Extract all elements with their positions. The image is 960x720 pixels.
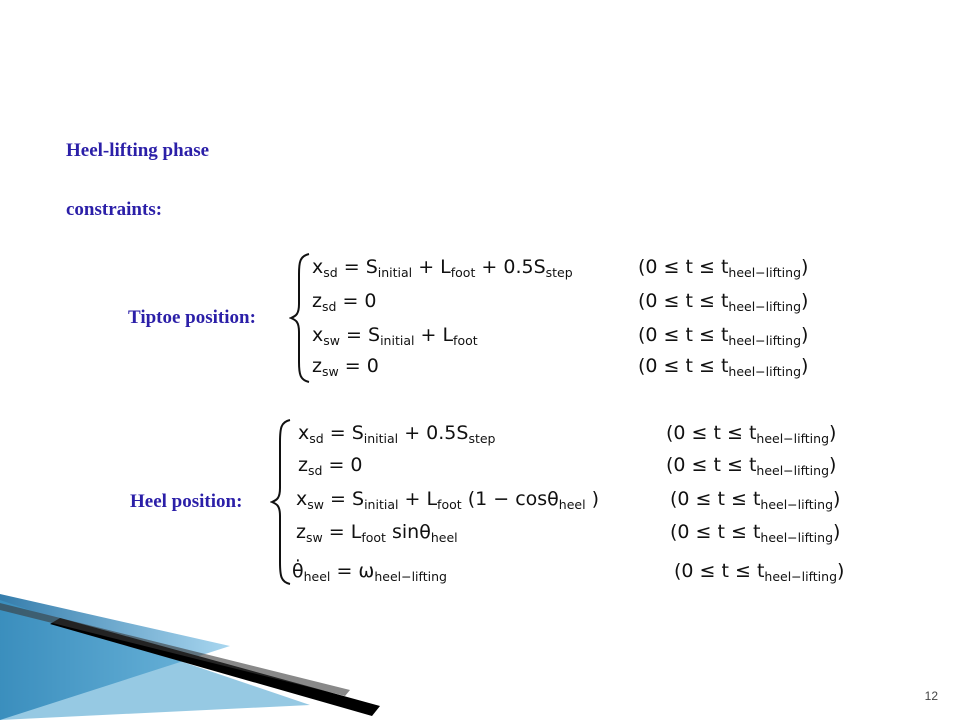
- heel-condition-2: $(0 \le t \le t_{heel-lifting})$: [666, 454, 837, 478]
- heel-equation-4: $z_{sw} = L_{foot}$ sinθ$_{heel}$: [296, 521, 458, 545]
- heel-equation-2: $z_{sd} = 0$: [298, 454, 363, 478]
- page-number: 12: [924, 689, 938, 703]
- slide-subtitle: constraints:: [66, 199, 163, 220]
- heel-condition-4: $(0 \le t \le t_{heel-lifting})$: [670, 521, 841, 545]
- tiptoe-equation-3: $x_{sw} = S_{initial} + L_{foot}$: [312, 324, 478, 348]
- heel-brace: [270, 418, 292, 586]
- heel-condition-3: $(0 \le t \le t_{heel-lifting})$: [670, 488, 841, 512]
- tiptoe-condition-1: $(0 \le t \le t_{heel-lifting})$: [638, 256, 809, 280]
- tiptoe-equation-4: $z_{sw} = 0$: [312, 355, 379, 379]
- tiptoe-condition-2: $(0 \le t \le t_{heel-lifting})$: [638, 290, 809, 314]
- heel-label: Heel position:: [130, 491, 243, 512]
- heel-equation-3: $x_{sw} = S_{initial} + L_{foot}$ (1 − cosθ$_{heel}$ ): [296, 488, 600, 512]
- tiptoe-brace: [289, 252, 311, 384]
- tiptoe-equation-1: $x_{sd} = S_{initial} + L_{foot} + 0.5S_{step}$: [312, 256, 573, 280]
- heel-condition-5: $(0 \le t \le t_{heel-lifting})$: [674, 560, 845, 584]
- slide-title: Heel-lifting phase: [66, 140, 210, 161]
- tiptoe-condition-4: $(0 \le t \le t_{heel-lifting})$: [638, 355, 809, 379]
- heel-equation-5: $\thetȧ_{heel} = \omega_{heel-lifting}$: [292, 560, 447, 584]
- tiptoe-label: Tiptoe position:: [128, 307, 256, 328]
- tiptoe-condition-3: $(0 \le t \le t_{heel-lifting})$: [638, 324, 809, 348]
- heel-equation-1: $x_{sd} = S_{initial} + 0.5S_{step}$: [298, 422, 496, 446]
- heel-condition-1: $(0 \le t \le t_{heel-lifting})$: [666, 422, 837, 446]
- tiptoe-equation-2: $z_{sd} = 0$: [312, 290, 377, 314]
